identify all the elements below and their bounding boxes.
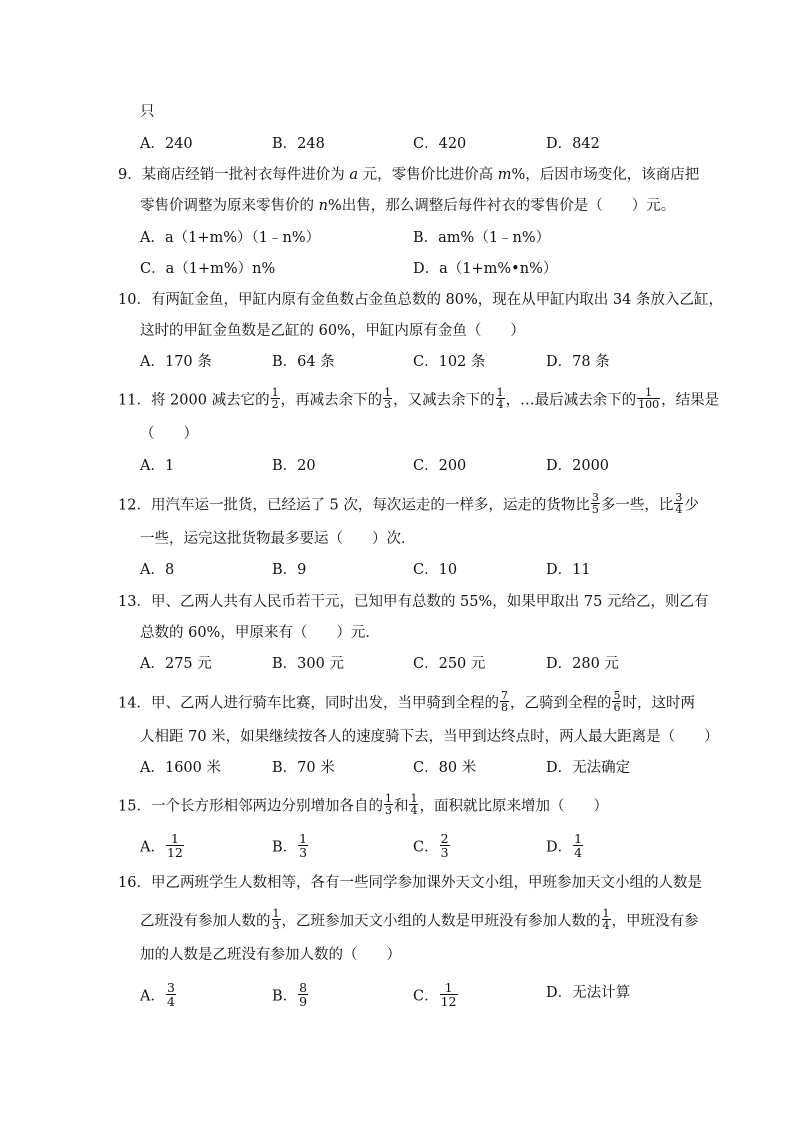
q8-option-c: C．420 — [413, 136, 467, 152]
q9-option-d: D．a（1+m%•n%） — [413, 261, 558, 277]
fraction: $\frac{3}{5}$ — [591, 491, 599, 516]
q16-option-d: D．无法计算 — [546, 985, 631, 1001]
q10-line-1: 10．有两缸金鱼，甲缸内原有金鱼数占金鱼总数的 80%，现在从甲缸内取出 34 条放入乙缸， — [118, 292, 723, 308]
q11-option-a: A．1 — [140, 458, 175, 474]
q13-option-c: C．250 元 — [413, 656, 486, 672]
q14-option-b: B．70 米 — [272, 760, 335, 776]
q12-line-1: 12．用汽车运一批货，已经运了 5 次，每次运走的一样多，运走的货物比 $\frac{3}{5}$ 多一些，比 $\frac{3}{4}$ 少 — [118, 491, 699, 516]
q16-line-2: 乙班没有参加人数的 $\frac{1}{3}$ ，乙班参加天文小组的人数是甲班没有参加人数的 $\frac{1}{4}$ ，甲班没有参 — [140, 907, 699, 932]
q15-line-1: 15．一个长方形相邻两边分别增加各自的 $\frac{1}{3}$ 和 $\frac{1}{4}$ ，面积就比原来增加（ ） — [118, 792, 608, 817]
q16-line-1: 16．甲乙两班学生人数相等，各有一些同学参加课外天文小组，甲班参加天文小组的人数是 — [118, 875, 702, 891]
q9-option-b: B．am%（1﹣n%） — [413, 230, 551, 246]
q15-option-d: D． $\frac{1}{4}$ — [546, 831, 583, 860]
q15-option-a: A． $\frac{1}{12}$ — [140, 831, 183, 860]
q10-option-d: D．78 条 — [546, 354, 610, 370]
q11-option-c: C．200 — [413, 458, 467, 474]
q13-option-d: D．280 元 — [546, 656, 619, 672]
fraction: $\frac{3}{4}$ — [675, 491, 683, 516]
q10-option-b: B．64 条 — [272, 354, 335, 370]
q14-option-d: D．无法确定 — [546, 760, 631, 776]
q11-option-d: D．2000 — [546, 458, 610, 474]
fraction: $\frac{1}{4}$ — [410, 792, 418, 817]
q13-option-a: A．275 元 — [140, 656, 212, 672]
q14-line-2: 人相距 70 米，如果继续按各人的速度骑下去，当甲到达终点时，两人最大距离是（ ） — [140, 729, 719, 745]
q12-option-b: B．9 — [272, 562, 307, 578]
q14-line-1: 14．甲、乙两人进行骑车比赛，同时出发，当甲骑到全程的 $\frac{7}{8}$ ，乙骑到全程的 $\frac{5}{6}$ 时，这时两 — [118, 689, 695, 714]
fraction: $\frac{1}{4}$ — [496, 386, 504, 411]
q13-line-2: 总数的 60%，甲原来有（ ）元． — [140, 625, 380, 641]
q15-option-b: B． $\frac{1}{3}$ — [272, 831, 308, 860]
q14-option-c: C．80 米 — [413, 760, 477, 776]
q8-option-d: D．842 — [546, 136, 600, 152]
q14-option-a: A．1600 米 — [140, 760, 221, 776]
q16-option-c: C． $\frac{1}{12}$ — [413, 980, 457, 1009]
q9-option-a: A．a（1+m%）（1﹣n%） — [140, 230, 321, 246]
q13-option-b: B．300 元 — [272, 656, 344, 672]
fraction: $\frac{7}{8}$ — [500, 689, 508, 714]
q10-option-a: A．170 条 — [140, 354, 212, 370]
q16-line-3: 加的人数是乙班没有参加人数的（ ） — [140, 947, 401, 963]
q9-line-2: 零售价调整为原来零售价的 n%出售，那么调整后每件衬衣的零售价是（ ）元。 — [140, 198, 676, 214]
q12-option-c: C．10 — [413, 562, 458, 578]
q9-line-1: 9．某商店经销一批衬衣每件进价为 a 元，零售价比进价高 m%，后因市场变化，该商店把 — [118, 167, 700, 183]
q11-line-2: （ ） — [140, 426, 198, 442]
fraction: $\frac{1}{3}$ — [272, 907, 280, 932]
q11-line-1: 11．将 2000 减去它的 $\frac{1}{2}$ ，再减去余下的 $\frac{1}{3}$ ，又减去余下的 $\frac{1}{4}$ ，…最后减去余下的 $\frac{1}{100}$ ，结果是 — [118, 386, 720, 411]
q13-line-1: 13．甲、乙两人共有人民币若干元，已知甲有总数的 55%，如果甲取出 75 元给乙，则乙有 — [118, 594, 709, 610]
fraction: $\frac{5}{6}$ — [613, 689, 621, 714]
q10-option-c: C．102 条 — [413, 354, 486, 370]
fraction: $\frac{1}{4}$ — [602, 907, 610, 932]
q15-option-c: C． $\frac{2}{3}$ — [413, 831, 449, 860]
fraction: $\frac{1}{100}$ — [638, 386, 660, 411]
q16-option-a: A． $\frac{3}{4}$ — [140, 980, 175, 1009]
q10-line-2: 这时的甲缸金鱼数是乙缸的 60%，甲缸内原有金鱼（ ） — [140, 323, 525, 339]
q11-option-b: B．20 — [272, 458, 316, 474]
q12-option-d: D．11 — [546, 562, 591, 578]
q9-option-c: C．a（1+m%）n% — [140, 261, 276, 277]
q8-option-a: A．240 — [140, 136, 193, 152]
q8-option-b: B．248 — [272, 136, 325, 152]
fraction: $\frac{1}{3}$ — [384, 386, 392, 411]
q12-option-a: A．8 — [140, 562, 175, 578]
fraction: $\frac{1}{2}$ — [271, 386, 279, 411]
q12-line-2: 一些，运完这批货物最多要运（ ）次． — [140, 531, 416, 547]
continued-text: 只 — [140, 104, 155, 120]
fraction: $\frac{1}{3}$ — [384, 792, 392, 817]
q16-option-b: B． $\frac{8}{9}$ — [272, 980, 308, 1009]
